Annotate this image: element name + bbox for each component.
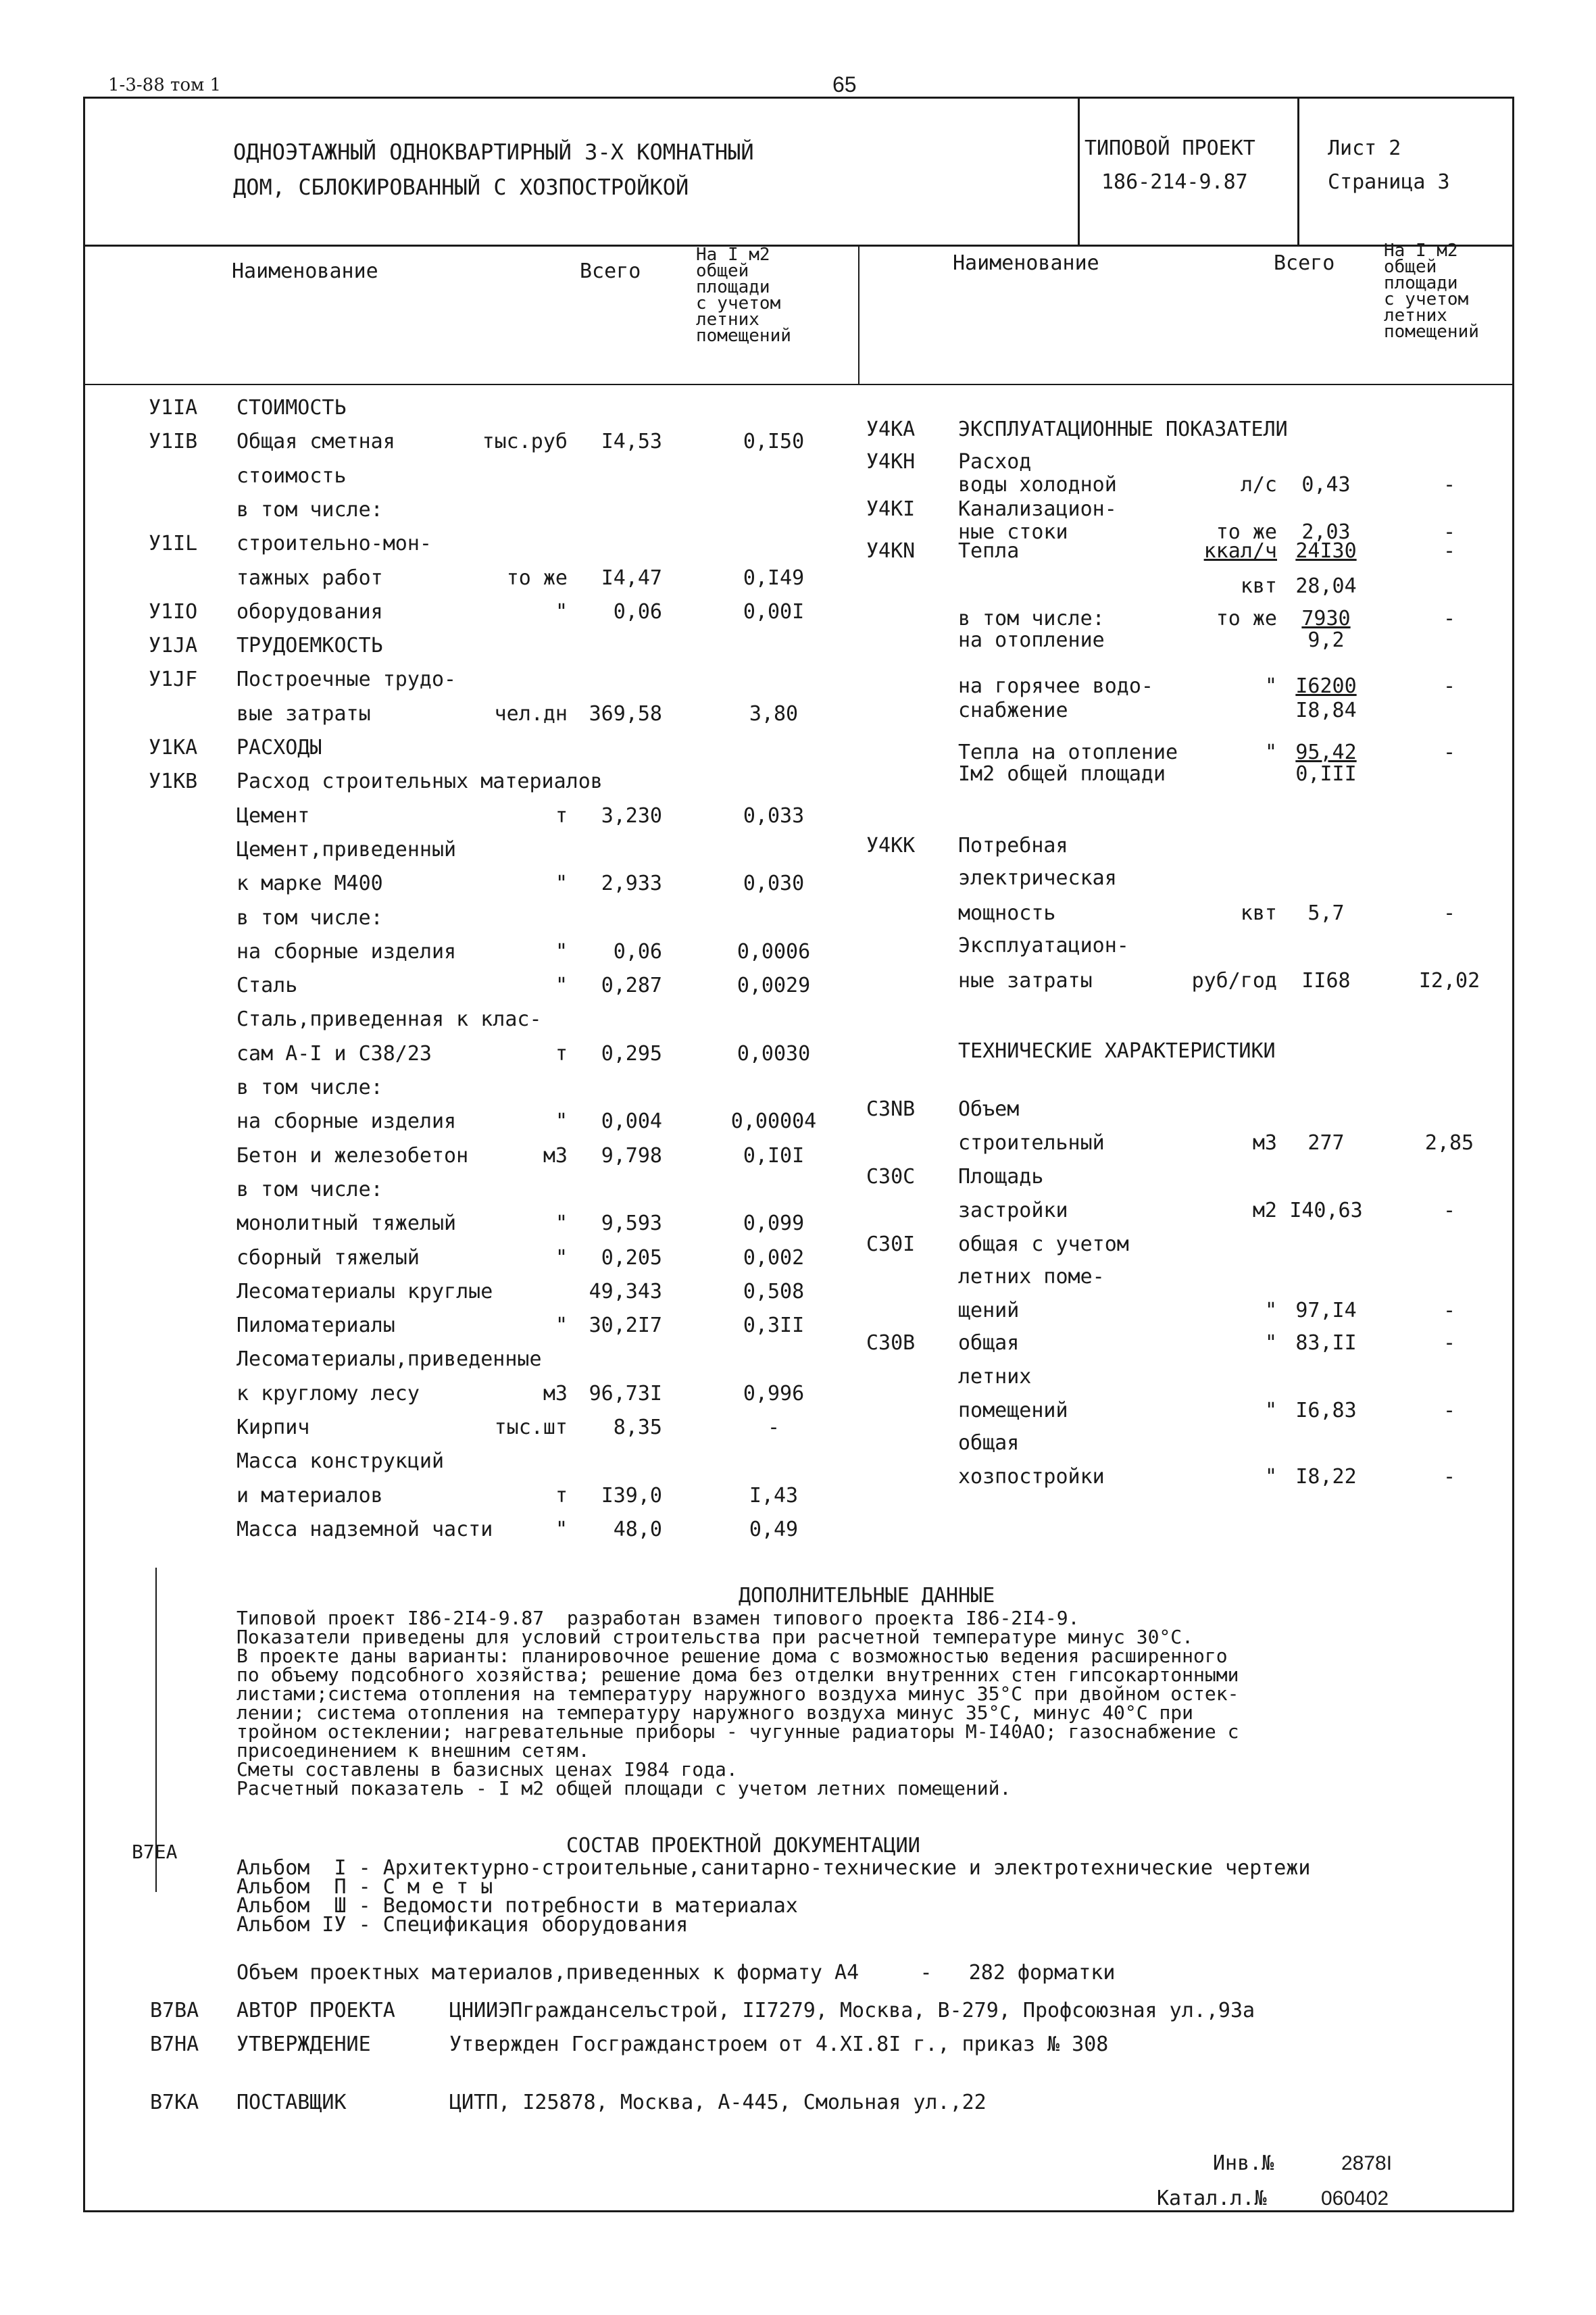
row-total: I6,83 — [1295, 1399, 1357, 1422]
row-name: к марке М400 — [236, 872, 383, 895]
row-unit: т — [555, 1042, 568, 1066]
row-name: ЭКСПЛУАТАЦИОННЫЕ ПОКАЗАТЕЛИ — [958, 418, 1288, 441]
row-unit: то же — [1216, 607, 1277, 630]
row-name: общая — [958, 1331, 1020, 1355]
row-unit: м3 — [543, 1382, 568, 1405]
row-total: 0,III — [1295, 762, 1357, 786]
additional-line: по объему подсобного хозяйства; решение дома без отделки внутренних стен гипсокартонными — [236, 1664, 1239, 1686]
row-per-m2: 0,0030 — [737, 1042, 811, 1066]
composition-line: Альбом П - С м е т ы — [236, 1875, 493, 1899]
row-total: 8,35 — [613, 1416, 662, 1439]
series-label: 1-3-88 том 1 — [108, 75, 222, 95]
footer-value: ЦИТП, I25878, Москва, А-445, Смольная ул.,22 — [449, 2091, 987, 2114]
row-name: ТЕХНИЧЕСКИЕ ХАРАКТЕРИСТИКИ — [958, 1039, 1276, 1063]
row-code: У1КА — [149, 736, 198, 760]
row-total: I8,22 — [1295, 1465, 1357, 1489]
row-per-m2: - — [1443, 1399, 1456, 1422]
row-unit: " — [555, 1212, 568, 1235]
row-name: воды холодной — [958, 473, 1117, 497]
row-name: Масса конструкций — [236, 1449, 445, 1473]
row-unit: " — [555, 1518, 568, 1541]
row-total: 9,2 — [1307, 628, 1345, 652]
row-code: У1JА — [149, 634, 198, 657]
additional-line: Показатели приведены для условий строительства при расчетной температуре минус 30°С. — [236, 1626, 1194, 1648]
composition-title: СОСТАВ ПРОЕКТНОЙ ДОКУМЕНТАЦИИ — [566, 1834, 920, 1858]
row-code: У1КВ — [149, 770, 198, 793]
row-name: Масса надземной части — [236, 1518, 493, 1541]
row-name: в том числе: — [236, 498, 383, 522]
row-unit: " — [555, 974, 568, 997]
row-total: I39,0 — [601, 1484, 662, 1508]
row-name: ные затраты — [958, 969, 1093, 993]
row-name: Цемент — [236, 804, 310, 828]
row-total: I6200 — [1295, 674, 1357, 698]
row-name: Площадь — [958, 1165, 1044, 1189]
row-name: на горячее водо- — [958, 674, 1153, 698]
row-name: тажных работ — [236, 566, 383, 590]
row-total: 7930 — [1301, 607, 1351, 630]
row-name: Бетон и железобетон — [236, 1144, 469, 1168]
row-total: 95,42 — [1295, 741, 1357, 764]
row-per-m2: - — [1443, 1199, 1456, 1222]
colhead-per-m2-line: летних — [1384, 305, 1447, 326]
row-per-m2: 2,85 — [1424, 1131, 1474, 1155]
row-per-m2: 0,030 — [743, 872, 805, 895]
additional-line: В проекте даны варианты: планировочное решение дома с возможностью ведения расширенного — [236, 1645, 1228, 1667]
row-unit: чел.дн — [494, 702, 568, 726]
row-name: Тепла на отопление — [958, 741, 1178, 764]
row-per-m2: 0,00I — [743, 600, 805, 624]
row-unit: " — [1264, 674, 1277, 698]
row-per-m2: 0,0006 — [737, 940, 811, 964]
row-name: ТРУДОЕМКОСТЬ — [236, 634, 383, 657]
row-per-m2: - — [1443, 674, 1456, 698]
row-per-m2: - — [1443, 539, 1456, 563]
sheet-number: Лист 2 — [1328, 136, 1401, 160]
row-code: У1IL — [149, 532, 198, 555]
row-total: 9,593 — [601, 1212, 662, 1235]
row-unit: " — [1264, 1299, 1277, 1322]
row-per-m2: - — [1443, 607, 1456, 630]
colhead-per-m2-line: помещений — [696, 326, 791, 346]
colhead-per-m2-line: с учетом — [1384, 289, 1469, 309]
catalog-label: Катал.л.№ — [1157, 2187, 1267, 2210]
row-name: к круглому лесу — [236, 1382, 420, 1405]
row-name: Сталь,приведенная к клас- — [236, 1007, 542, 1031]
frame-right — [1512, 97, 1514, 2212]
row-per-m2: - — [1443, 1465, 1456, 1489]
colhead-total-right: Всего — [1274, 251, 1335, 275]
row-unit: " — [1264, 741, 1277, 764]
row-unit: " — [1264, 1399, 1277, 1422]
row-name: общая — [958, 1431, 1020, 1455]
row-name: Лесоматериалы круглые — [236, 1280, 493, 1303]
row-name: стоимость — [236, 464, 347, 488]
row-code: У4КА — [866, 418, 916, 441]
title-line-2: ДОМ, СБЛОКИРОВАННЫЙ С ХОЗПОСТРОЙКОЙ — [233, 174, 689, 200]
additional-line: тройном остеклении; нагревательные приборы - чугунные радиаторы М-I40АО; газоснабжение с — [236, 1720, 1239, 1743]
row-total: 369,58 — [589, 702, 662, 726]
row-total: I8,84 — [1295, 699, 1357, 722]
title-line-1: ОДНОЭТАЖНЫЙ ОДНОКВАРТИРНЫЙ 3-Х КОМНАТНЫЙ — [233, 139, 754, 165]
row-name: Эксплуатацион- — [958, 934, 1129, 957]
additional-line: лении; система отопления на температуру наружного воздуха минус 35°С, минус 40°С при — [236, 1701, 1194, 1724]
row-code: У1IА — [149, 396, 198, 420]
row-per-m2: 0,0029 — [737, 974, 811, 997]
row-name: Кирпич — [236, 1416, 310, 1439]
row-name: мощность — [958, 901, 1056, 925]
row-name: помещений — [958, 1399, 1068, 1422]
row-code: С30В — [866, 1331, 916, 1355]
composition-line: Альбом I - Архитектурно-строительные,санитарно-технические и электротехнические чертежи — [236, 1856, 1311, 1880]
additional-line: присоединением к внешним сетям. — [236, 1739, 590, 1762]
row-per-m2: 0,002 — [743, 1246, 805, 1270]
row-unit: т — [555, 1484, 568, 1508]
row-unit: " — [555, 872, 568, 895]
row-unit: л/с — [1240, 473, 1277, 497]
row-unit: " — [555, 940, 568, 964]
colhead-per-m2-line: На I м2 — [1384, 241, 1458, 261]
row-unit: " — [555, 1246, 568, 1270]
row-name: хозпостройки — [958, 1465, 1105, 1489]
row-unit: руб/год — [1191, 969, 1277, 993]
footer-value: ЦНИИЭПгражданселъстрой, II7279, Москва, В-279, Профсоюзная ул.,93а — [449, 1999, 1255, 2022]
row-total: 30,2I7 — [589, 1314, 662, 1337]
row-name: ные стоки — [958, 520, 1068, 544]
project-number: 186-214-9.87 — [1101, 170, 1248, 194]
row-name: строительный — [958, 1131, 1105, 1155]
row-name: Пиломатериалы — [236, 1314, 395, 1337]
colhead-per-m2-line: помещений — [1384, 322, 1479, 342]
colhead-per-m2-line: площади — [696, 277, 770, 297]
colhead-per-m2-line: общей — [1384, 257, 1437, 277]
row-name: строительно-мон- — [236, 532, 432, 555]
row-code: С3NВ — [866, 1097, 916, 1121]
row-name: СТОИМОСТЬ — [236, 396, 347, 420]
row-name: общая с учетом — [958, 1233, 1129, 1256]
row-unit: квт — [1240, 901, 1277, 925]
row-name: на сборные изделия — [236, 940, 457, 964]
row-unit: то же — [506, 566, 568, 590]
row-unit: " — [555, 1110, 568, 1133]
row-per-m2: - — [1443, 901, 1456, 925]
additional-line: Сметы составлены в базисных ценах I984 года. — [236, 1758, 738, 1781]
footer-label: АВТОР ПРОЕКТА — [236, 1999, 395, 2022]
row-total: 97,I4 — [1295, 1299, 1357, 1322]
catalog-value: 060402 — [1321, 2187, 1389, 2210]
row-total: 277 — [1307, 1131, 1345, 1155]
colhead-divider — [858, 245, 859, 385]
row-name: летних поме- — [958, 1265, 1105, 1289]
row-per-m2: 0,033 — [743, 804, 805, 828]
row-total: 49,343 — [589, 1280, 662, 1303]
row-name: сам А-I и С38/23 — [236, 1042, 432, 1066]
row-total: 0,06 — [613, 940, 662, 964]
colhead-name-left: Наименование — [232, 259, 378, 283]
row-name: монолитный тяжелый — [236, 1212, 457, 1235]
row-unit: тыс.шт — [494, 1416, 568, 1439]
row-total: I4,53 — [601, 430, 662, 453]
row-per-m2: - — [1443, 1299, 1456, 1322]
row-per-m2: 0,3II — [743, 1314, 805, 1337]
row-code: С30С — [866, 1165, 916, 1189]
composition-line: Альбом IУ - Спецификация оборудования — [236, 1913, 689, 1937]
row-name: летних — [958, 1365, 1032, 1389]
page-number: 65 — [832, 72, 857, 97]
row-code: У4КN — [866, 539, 916, 563]
composition-code: В7ЕА — [132, 1841, 178, 1863]
row-name: застройки — [958, 1199, 1068, 1222]
row-total: 48,0 — [613, 1518, 662, 1541]
row-per-m2: I2,02 — [1418, 969, 1480, 993]
row-name: в том числе: — [236, 1076, 383, 1099]
row-unit: ккал/ч — [1203, 539, 1277, 563]
row-name: оборудования — [236, 600, 383, 624]
footer-value: Утвержден Госгражданстроем от 4.XI.8I г., приказ № 308 — [449, 2033, 1109, 2056]
row-total: 28,04 — [1295, 574, 1357, 598]
project-label: ТИПОВОЙ ПРОЕКТ — [1084, 136, 1255, 160]
row-per-m2: - — [1443, 1331, 1456, 1355]
row-name: Тепла — [958, 539, 1020, 563]
row-name: вые затраты — [236, 702, 371, 726]
frame-left — [83, 97, 85, 2212]
row-per-m2: - — [1443, 520, 1456, 544]
row-name: Объем — [958, 1097, 1020, 1121]
row-total: 0,06 — [613, 600, 662, 624]
footer-code: В7КА — [150, 2091, 199, 2114]
row-code: У1IВ — [149, 430, 198, 453]
row-unit: квт — [1240, 574, 1277, 598]
row-name: Iм2 общей площади — [958, 762, 1166, 786]
row-per-m2: 0,I0I — [743, 1144, 805, 1168]
row-code: У1IO — [149, 600, 198, 624]
row-total: 9,798 — [601, 1144, 662, 1168]
row-name: Лесоматериалы,приведенные — [236, 1347, 542, 1371]
row-name: Расход — [958, 450, 1032, 474]
row-total: 83,II — [1295, 1331, 1357, 1355]
row-code: У4КI — [866, 497, 916, 521]
row-name: Цемент,приведенный — [236, 838, 457, 862]
row-code: У1JF — [149, 668, 198, 691]
row-unit: то же — [1216, 520, 1277, 544]
row-code: С30I — [866, 1233, 916, 1256]
row-per-m2: 0,I49 — [743, 566, 805, 590]
row-total: 5,7 — [1307, 901, 1345, 925]
row-total: II68 — [1301, 969, 1351, 993]
colhead-total-left: Всего — [580, 259, 641, 283]
row-total: 0,004 — [601, 1110, 662, 1133]
row-name: в том числе: — [236, 906, 383, 930]
header-divider-2 — [1297, 97, 1299, 245]
footer-code: В7НА — [150, 2033, 199, 2056]
row-name: щений — [958, 1299, 1020, 1322]
row-total: I40,63 — [1289, 1199, 1363, 1222]
row-total: 2,03 — [1301, 520, 1351, 544]
row-unit: " — [555, 600, 568, 624]
colhead-bottom-rule — [83, 384, 1514, 385]
row-total: 0,295 — [601, 1042, 662, 1066]
page-indicator: Страница 3 — [1328, 170, 1450, 194]
colhead-per-m2-line: площади — [1384, 273, 1458, 293]
footer-code: В7ВА — [150, 1999, 199, 2022]
row-unit: " — [1264, 1331, 1277, 1355]
row-name: сборный тяжелый — [236, 1246, 420, 1270]
row-unit: " — [1264, 1465, 1277, 1489]
row-total: 24I30 — [1295, 539, 1357, 563]
colhead-per-m2-line: летних — [696, 309, 759, 330]
row-total: I4,47 — [601, 566, 662, 590]
row-per-m2: - — [767, 1416, 780, 1439]
row-unit: тыс.руб — [482, 430, 568, 453]
row-name: в том числе: — [236, 1178, 383, 1201]
row-code: У4КК — [866, 834, 916, 857]
composition-line: Альбом Ш - Ведомости потребности в материалах — [236, 1894, 798, 1918]
colhead-per-m2-line: общей — [696, 261, 749, 281]
row-name: Сталь — [236, 974, 298, 997]
additional-line: листами;система отопления на температуру наружного воздуха минус 35°С при двойном остек- — [236, 1683, 1239, 1705]
colhead-per-m2-line: с учетом — [696, 293, 781, 314]
colhead-name-right: Наименование — [953, 251, 1099, 275]
row-name: Общая сметная — [236, 430, 395, 453]
row-name: на сборные изделия — [236, 1110, 457, 1133]
row-unit: " — [555, 1314, 568, 1337]
row-total: 0,205 — [601, 1246, 662, 1270]
additional-line: Типовой проект I86-2I4-9.87 разработан взамен типового проекта I86-2I4-9. — [236, 1607, 1080, 1629]
footer-label: ПОСТАВЩИК — [236, 2091, 347, 2114]
row-unit: м2 — [1252, 1199, 1277, 1222]
frame-bottom — [83, 2210, 1514, 2212]
row-per-m2: I,43 — [749, 1484, 799, 1508]
row-unit: м3 — [1252, 1131, 1277, 1155]
row-per-m2: 3,80 — [749, 702, 799, 726]
row-per-m2: 0,00004 — [730, 1110, 817, 1133]
row-per-m2: 0,996 — [743, 1382, 805, 1405]
row-name: РАСХОДЫ — [236, 736, 322, 760]
inventory-value: 2878I — [1341, 2152, 1393, 2174]
row-unit: м3 — [543, 1144, 568, 1168]
row-total: 96,73I — [589, 1382, 662, 1405]
volume-line: Объем проектных материалов,приведенных к формату А4 - 282 форматки — [236, 1961, 1116, 1985]
row-unit: т — [555, 804, 568, 828]
row-name: Потребная — [958, 834, 1068, 857]
colhead-per-m2-line: На I м2 — [696, 245, 770, 265]
row-per-m2: 0,49 — [749, 1518, 799, 1541]
row-total: 3,230 — [601, 804, 662, 828]
row-name: Канализацион- — [958, 497, 1117, 521]
row-per-m2: 0,I50 — [743, 430, 805, 453]
row-name: Построечные трудо- — [236, 668, 457, 691]
row-name: снабжение — [958, 699, 1068, 722]
row-name: на отопление — [958, 628, 1105, 652]
row-total: 0,43 — [1301, 473, 1351, 497]
row-name: Расход строительных материалов — [236, 770, 603, 793]
footer-label: УТВЕРЖДЕНИЕ — [236, 2033, 371, 2056]
row-total: 2,933 — [601, 872, 662, 895]
additional-title: ДОПОЛНИТЕЛЬНЫЕ ДАННЫЕ — [739, 1584, 995, 1608]
row-name: электрическая — [958, 866, 1117, 890]
row-code: У4КН — [866, 450, 916, 474]
row-total: 0,287 — [601, 974, 662, 997]
inventory-label: Инв.№ — [1213, 2151, 1274, 2175]
row-per-m2: - — [1443, 473, 1456, 497]
row-name: и материалов — [236, 1484, 383, 1508]
row-per-m2: 0,508 — [743, 1280, 805, 1303]
row-per-m2: 0,099 — [743, 1212, 805, 1235]
header-divider-1 — [1078, 97, 1080, 245]
row-name: в том числе: — [958, 607, 1105, 630]
additional-line: Расчетный показатель - I м2 общей площади с учетом летних помещений. — [236, 1777, 1012, 1799]
row-per-m2: - — [1443, 741, 1456, 764]
